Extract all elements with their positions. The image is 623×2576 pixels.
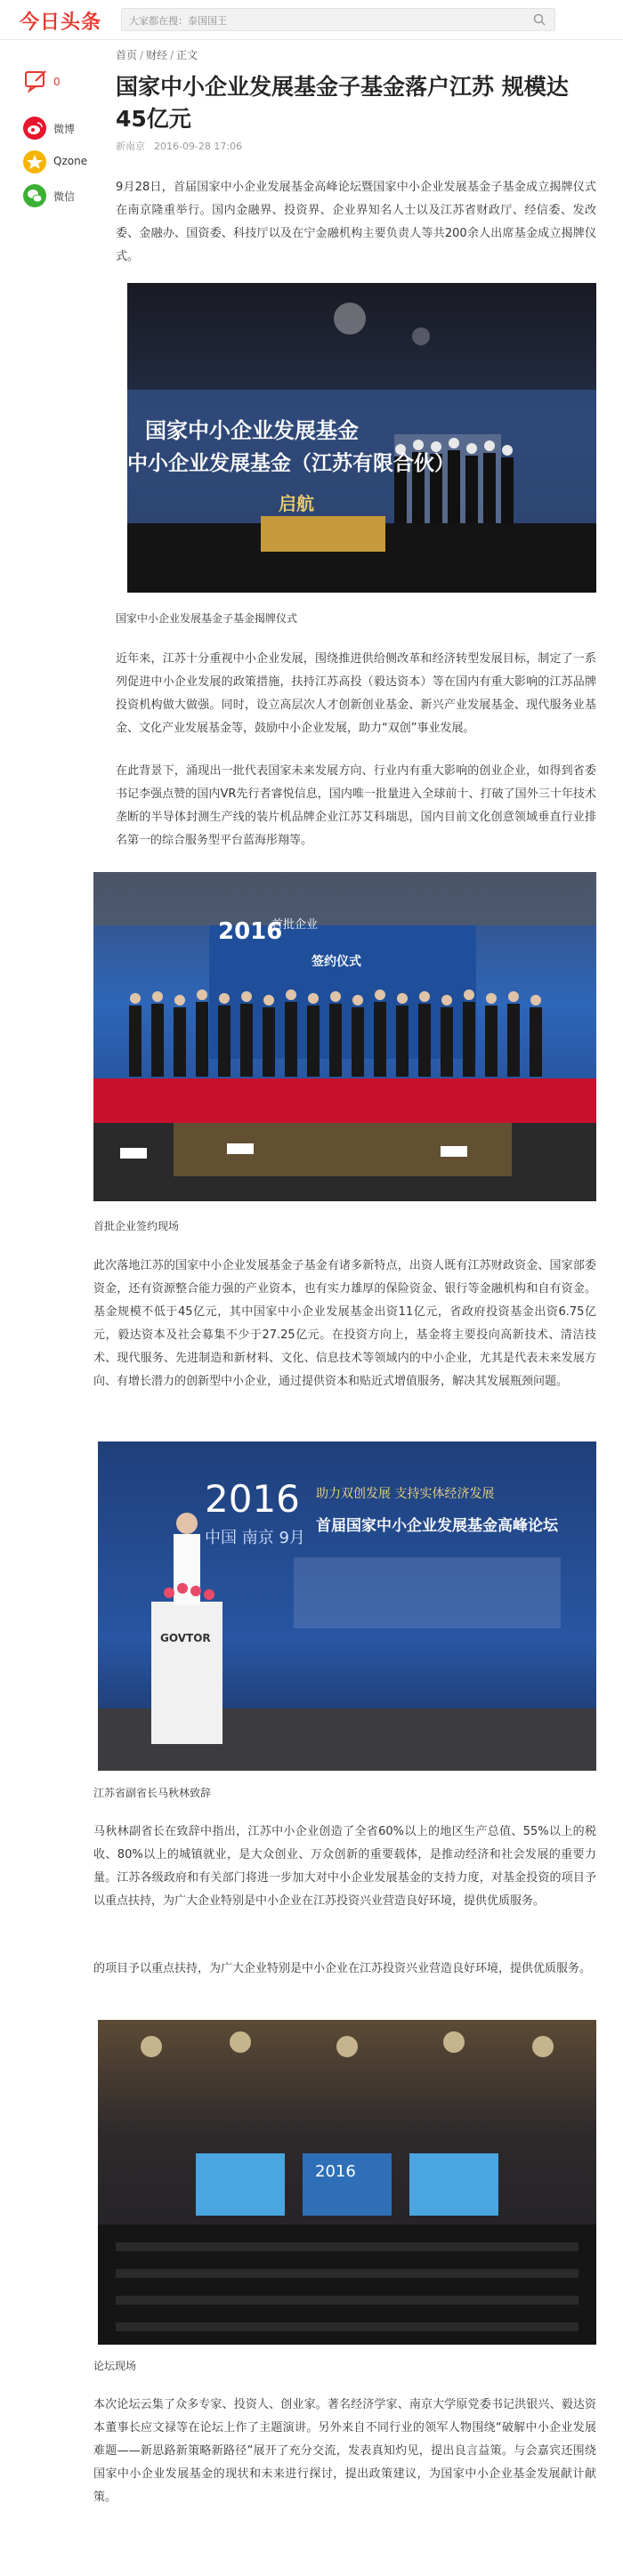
wechat-icon <box>23 184 46 207</box>
banner-text-1: 国家中小企业发展基金 <box>145 418 359 443</box>
share-qzone-label: Qzone <box>53 155 88 167</box>
share-wechat[interactable] <box>20 181 91 214</box>
share-weibo-label: 微博 <box>53 123 76 135</box>
article-title: 国家中小企业发展基金子基金落户江苏 规模达45亿元 <box>116 74 569 132</box>
speech-slogan: 助力双创发展 支持实体经济发展 <box>316 1487 495 1501</box>
image-caption: 国家中小企业发展基金子基金揭牌仪式 <box>116 612 298 625</box>
image-caption: 江苏省副省长马秋林致辞 <box>93 1787 212 1799</box>
comment-button[interactable] <box>20 67 91 101</box>
banner-text-2: 中小企业发展基金（江苏有限合伙） <box>127 452 455 475</box>
signing-banner-sub: 签约仪式 <box>312 955 361 969</box>
search-box[interactable] <box>121 8 555 31</box>
speech-location: 中国 南京 9月 <box>205 1529 305 1547</box>
article-image-forum <box>98 2020 596 2345</box>
comment-icon <box>23 69 50 93</box>
banner-text-3: 启航 <box>279 493 314 514</box>
speech-forum-title: 首届国家中小企业发展基金高峰论坛 <box>316 1517 558 1535</box>
breadcrumb-current: 正文 <box>176 49 198 61</box>
signing-year: 2016 <box>218 918 283 945</box>
breadcrumb-home[interactable]: 首页 <box>116 49 138 61</box>
weibo-icon <box>23 117 46 140</box>
share-wechat-label: 微信 <box>53 190 76 203</box>
image-caption: 论坛现场 <box>93 2360 137 2372</box>
signing-banner-text: 首批企业 <box>271 918 319 932</box>
qzone-icon <box>23 150 46 174</box>
comment-count: 0 <box>53 76 61 88</box>
share-sidebar <box>20 67 91 214</box>
breadcrumb: 首页 / 财经 / 正文 <box>116 49 198 61</box>
article-paragraph: 的项目予以重点扶持，为广大企业特别是中小企业在江苏投资兴业营造良好环境，提供优质服务。 <box>93 1962 592 1975</box>
article-paragraph: 近年来，江苏十分重视中小企业发展，围绕推进供给侧改革和经济转型发展目标，制定了一系列促进中小企业发展的政策措施，扶持江苏高投（毅达资本）等在国内有重大影响的江苏品牌投资机构做大做强。同时，设立高层次人才创新创业基金、新兴产业发展基金、现代服务业基金、文化产业发展基金等，鼓励中小企业发展，助力“双创”事业发展。 <box>116 652 596 735</box>
article-main <box>116 46 596 155</box>
search-icon <box>533 13 546 26</box>
article-paragraph: 9月28日，首届国家中小企业发展基金高峰论坛暨国家中小企业发展基金子基金成立揭牌仪式在南京隆重举行。国内金融界、投资界、企业界知名人士以及江苏省财政厅、经信委、发改委、金融办、国资委、科技厅以及在宁金融机构主要负责人等共200余人出席基金成立揭牌仪式。 <box>116 181 596 263</box>
article-image-signing <box>93 872 596 1201</box>
share-qzone[interactable] <box>20 147 91 181</box>
article-image-speech <box>98 1441 596 1771</box>
article-meta <box>116 139 596 155</box>
search-button[interactable] <box>524 9 554 30</box>
speech-year: 2016 <box>205 1477 300 1521</box>
podium-logo: GOVTOR <box>160 1632 211 1644</box>
article-paragraph: 本次论坛云集了众多专家、投资人、创业家。著名经济学家、南京大学原党委书记洪银兴、毅达资本董事长应文禄等在论坛上作了主题演讲。另外来自不同行业的领军人物围绕“破解中小企业发展难题——新思路新策略新路径”展开了充分交流，发表真知灼见，提出良言益策。与会嘉宾还围绕国家中小企业发展基金的现状和未来进行探讨，提出政策建议，为国家中小企业基金发展献计献策。 <box>93 2398 596 2504</box>
share-weibo[interactable] <box>20 113 91 147</box>
top-bar <box>0 0 623 40</box>
article-time: 2016-09-28 17:06 <box>154 141 243 152</box>
forum-year: 2016 <box>315 2162 356 2181</box>
image-caption: 首批企业签约现场 <box>93 1220 180 1232</box>
search-input[interactable]: 大家都在搜：泰国国王 <box>129 15 227 27</box>
article-paragraph: 此次落地江苏的国家中小企业发展基金子基金有诸多新特点，出资人既有江苏财政资金、国家部委资金，还有资源整合能力强的产业资本，也有实力雄厚的保险资金、银行等金融机构和自有资金。基金规模不低于45亿元，其中国家中小企业发展基金出资11亿元，省政府投资基金出资6.75亿元，毅达资本及社会募集不少于27.25亿元。在投资方向上，基金将主要投向高新技术、清洁技术、现代服务、先进制造和新材料、文化、信息技术等领域内的中小企业，尤其是代表未来发展方向、有增长潜力的创新型中小企业，通过提供资本和贴近式增值服务，解决其发展瓶颈问题。 <box>93 1259 596 1388</box>
article-image-ceremony <box>127 283 596 593</box>
site-logo[interactable]: 今日头条 <box>20 12 102 34</box>
article-paragraph: 马秋林副省长在致辞中指出，江苏中小企业创造了全省60%以上的地区生产总值、55%以上的税收、80%以上的城镇就业，是大众创业、万众创新的重要载体，是推动经济和社会发展的重要力量。江苏各级政府和有关部门将进一步加大对中小企业发展基金的支持力度，对基金投资的项目予以重点扶持，为广大企业特别是中小企业在江苏投资兴业营造良好环境，提供优质服务。 <box>93 1825 596 1908</box>
breadcrumb-category[interactable]: 财经 <box>146 49 168 61</box>
article-paragraph: 在此背景下，涌现出一批代表国家未来发展方向、行业内有重大影响的创业企业，如得到省委书记李强点赞的国内VR先行者睿悦信息，国内唯一批量进入全球前十、打破了国外三十年技术垄断的半导体封测生产线的装片机品牌企业江苏艾科瑞思，国内目前文化创意领域垂直行业排名第一的综合服务型平台蓝海彤翔等。 <box>116 764 596 847</box>
article-source[interactable]: 新南京 <box>116 141 145 152</box>
